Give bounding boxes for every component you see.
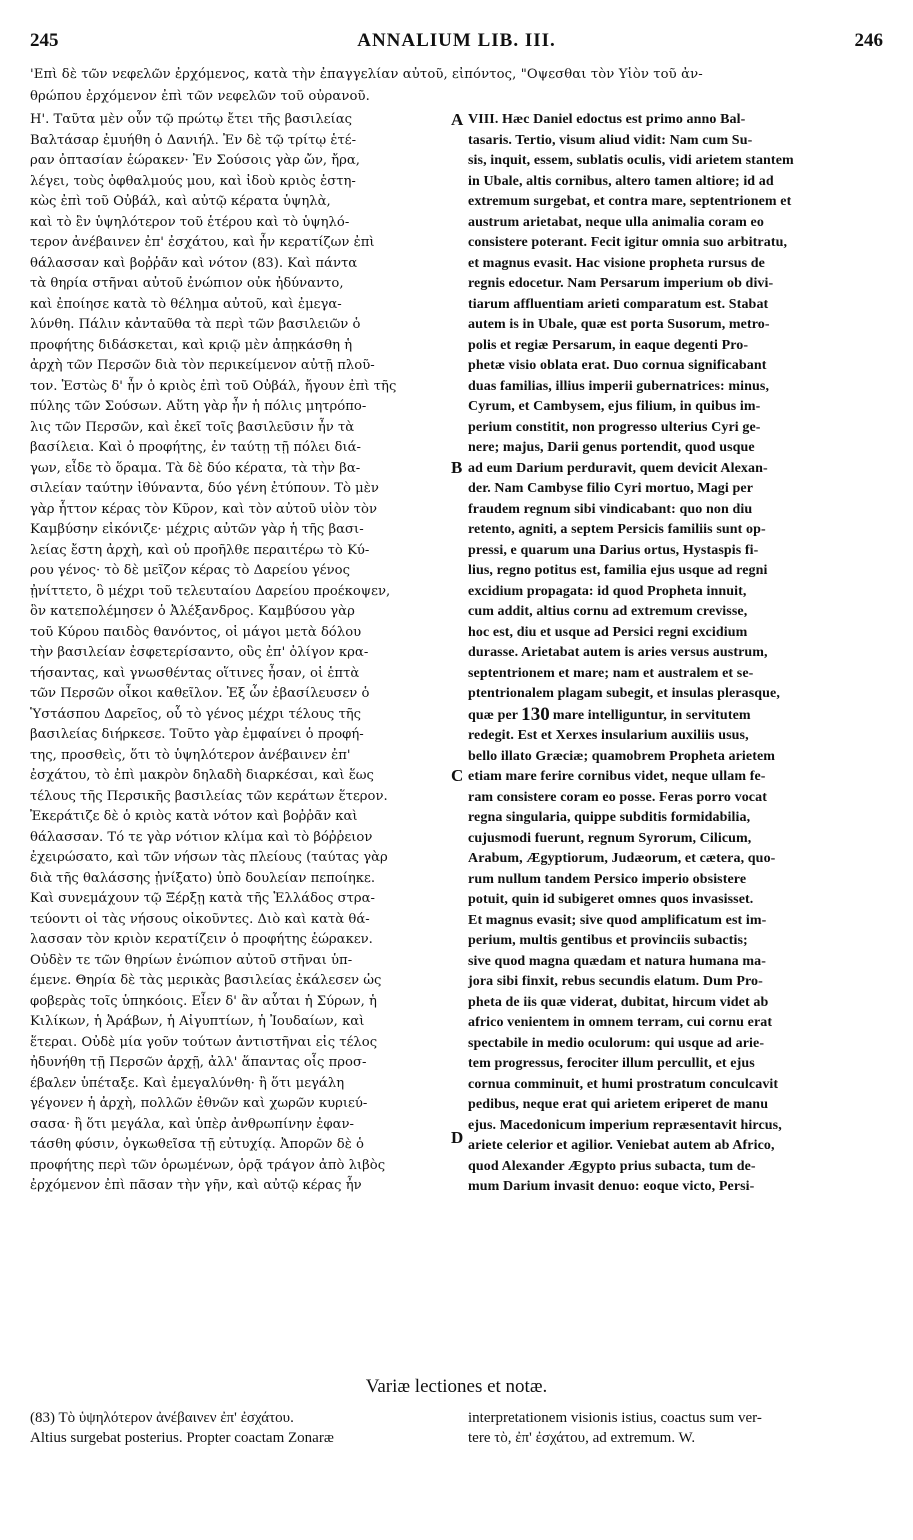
latin-line: retento, agniti, a septem Persicis familiis sunt op- [468, 522, 766, 537]
text-line: θρώπου ἐρχόμενον ἐπὶ τῶν νεφελῶν τοῦ οὐρανοῦ. [30, 89, 370, 104]
latin-line: africo venientem in omnem terram, cui cornu erat [468, 1015, 773, 1030]
latin-line: phetæ visio oblata erat. Duo cornua significabant [468, 358, 767, 373]
latin-line: rum nullum tandem Persico imperio obsistere [468, 871, 747, 887]
latin-line: ad eum Darium perduravit, quem devicit Alexan- [468, 460, 768, 476]
latin-line: septentrionem et mare; nam et australem et se- [468, 665, 754, 681]
greek-line: προφήτης περὶ τῶν ὁρωμένων, ὁρᾷ τράγον ἀπὸ λιβὸς [30, 1157, 386, 1173]
latin-line: Et magnus evasit; sive quod amplificatum est im- [468, 912, 767, 928]
latin-line: perium constitit, non progresso ulterius Cyri ge- [468, 419, 761, 435]
latin-line: spectabile in medio oculorum: qui usque ad arie- [468, 1035, 765, 1051]
latin-line: regnis edocetur. Nam Persarum imperium ob divi- [468, 276, 774, 291]
greek-line: έβαλεν ὑπέταξε. Καὶ ἐμεγαλύνθη· ἢ ὅτι μεγάλη [30, 1075, 345, 1091]
latin-line: bello illato Græciæ; quamobrem Propheta arietem [468, 748, 776, 764]
greek-line: της, προσθεὶς, ὅτι τὸ ὑψηλότερον ἀνέβαινεν ἐπ' [30, 747, 351, 763]
latin-line [468, 705, 884, 727]
latin-line: sive quod magna quædam et natura humana ma- [468, 953, 766, 969]
greek-line: ρου γένος· τὸ δὲ μεῖζον κέρας τὸ Δαρείου γένος [30, 563, 350, 578]
latin-line: tiarum affluentiam arieti comparatum est. Stabat [468, 296, 769, 312]
greek-line: κὼς ἐπὶ τοῦ Οὐβάλ, καὶ αὐτῷ κέρατα ὑψηλὰ, [30, 194, 331, 209]
greek-line: Ἐκεράτιζε δὲ ὁ κριὸς κατὰ νότον καὶ βοῤῥᾶν καὶ [30, 809, 358, 824]
running-header [30, 30, 883, 60]
greek-line: Καὶ συνεμάχουν τῷ Ξέρξῃ κατὰ τῆς Ἑλλάδος στρα- [30, 891, 375, 906]
latin-line: sis, inquit, essem, sublatis oculis, vidi arietem stantem [468, 153, 794, 168]
greek-line: τον. Ἑστὼς δ' ἦν ὁ κριὸς ἐπὶ τοῦ Οὐβάλ, ἤγουν ἐπὶ τῆς [30, 378, 397, 394]
greek-line: καὶ ἐποίησε κατὰ τὸ θέλημα αὐτοῦ, καὶ ἐμεγα- [30, 296, 342, 312]
greek-line: τήσαντας, καὶ γνωσθέντας οἵτινες ἦσαν, οἱ ἑπτὰ [30, 665, 360, 681]
latin-line: autem is in Ubale, quæ est porta Susorum, metro- [468, 317, 770, 332]
top-greek-text [30, 64, 882, 108]
note-line: Altius surgebat posterius. Propter coactam Zonaræ [30, 1430, 334, 1446]
greek-line: λασσαν τὸν κριὸν κερατίζειν ὁ προφήτης ἑώρακεν. [30, 932, 373, 947]
latin-line: Arabum, Ægyptiorum, Judæorum, et cætera, quo- [468, 851, 776, 866]
latin-line: polis et regiæ Persarum, in eaque degenti Pro- [468, 337, 749, 353]
latin-line-segment: mare intelliguntur, in servitutem [552, 707, 751, 723]
notes-title: Variæ lectiones et notæ. [365, 1376, 548, 1397]
latin-line: etiam mare ferire cornibus videt, neque ullam fe- [468, 769, 766, 784]
greek-line: λύνθη. Πάλιν κἀνταῦθα τὰ περὶ τῶν βασιλειῶν ὁ [30, 317, 361, 332]
latin-line: fraudem regnum sibi vindicabant: quo non diu [468, 501, 753, 517]
latin-line: redegit. Est et Xerxes insularium auxiliis usus, [468, 728, 749, 743]
notes-left-column [30, 1408, 445, 1448]
latin-line: ejus. Macedonicum imperium repræsentavit hircus, [468, 1117, 782, 1133]
greek-line: έμενε. Θηρία δὲ τὰς μερικὰς βασιλείας ἐκάλεσεν ὡς [30, 973, 382, 988]
latin-line: cum addit, altius cornu ad extremum crevisse, [468, 604, 748, 619]
greek-line: τοῦ Κύρου παιδὸς θανόντος, οἱ μάγοι μετὰ δόλου [30, 624, 362, 640]
greek-line: σιλείαν ταύτην ἰθύναντα, δύο γένη ἐτύπουν. Τὸ μὲν [30, 481, 379, 496]
latin-line: regna singularia, quippe subditis formidabilia, [468, 810, 751, 825]
latin-line: ariete celerior et agilior. Veniebat autem ab Africo, [468, 1138, 775, 1153]
greek-line: ἠδυνήθη τῇ Περσῶν ἀρχῇ, ἀλλ' ἅπαντας οἷς προσ- [30, 1055, 367, 1070]
greek-line: γέγονεν ἡ ἀρχὴ, πολλῶν ἐθνῶν καὶ χωρῶν κυριεύ- [30, 1096, 368, 1111]
latin-line-segment: quæ per [468, 707, 519, 723]
greek-line: διὰ τῆς θαλάσσης ᾐνίξατο) ὑπὸ δουλείαν πεποίηκε. [30, 870, 376, 886]
latin-line: pressi, e quarum una Darius ortus, Hystaspis fi- [468, 542, 759, 558]
greek-line: τάσθη φύσιν, ὀγκωθεῖσα τῇ εὐτυχίᾳ. Ἀπορῶν δὲ ὁ [30, 1137, 364, 1152]
latin-line: tem progressus, ferociter illum percullit, et ejus [468, 1056, 755, 1071]
greek-line: βασιλείας διήρκεσε. Τοῦτο γὰρ ἐμφαίνει ὁ προφή- [30, 727, 364, 742]
greek-line: ραν ὀπτασίαν ἑώρακεν· Ἐν Σούσοις γὰρ ὤν, ἤρα, [30, 153, 360, 168]
greek-line: Βαλτάσαρ ἐμυήθη ὁ Δανιήλ. Ἐν δὲ τῷ τρίτῳ ἑτέ- [30, 132, 357, 148]
latin-line: et magnus evasit. Hac visione propheta rursus de [468, 255, 765, 271]
greek-line: ἐρχόμενον ἐπὶ πᾶσαν τὴν γῆν, καὶ αὐτῷ κέρας ἦν [30, 1178, 362, 1193]
latin-line: pheta de iis quæ viderat, dubitat, hircum videt ab [468, 994, 769, 1010]
note-line: interpretationem visionis istius, coactus sum ver- [468, 1410, 762, 1426]
greek-line: ᾐνίττετο, ὃ μέχρι τοῦ τελευταίου Δαρείου προέκοψεν, [30, 583, 391, 599]
latin-line: mum Darium invasit denuo: eoque victo, Persi- [468, 1179, 755, 1194]
greek-line: ἐσχάτου, τὸ ἐπὶ μακρὸν δηλαδὴ διαρκέσαι, καὶ ἕως [30, 768, 374, 783]
greek-line: ἐχειρώσατο, καὶ τῶν νήσων τὰς πλείους (ταύτας γὰρ [30, 850, 388, 865]
greek-line: καὶ τὸ ἓν ὑψηλότερον τοῦ ἑτέρου καὶ τὸ ὑψηλό- [30, 214, 350, 230]
greek-line: λείας ἔστη ἀρχὴ, καὶ οὐ προῆλθε περαιτέρω τὸ Κύ- [30, 542, 370, 558]
greek-line: φοβερὰς τοῖς ὑπηκόοις. Εἶεν δ' ἂν αὗται ἡ Σύρων, ἡ [30, 993, 377, 1009]
latin-line: pedibus, neque erat qui arietem eriperet de manu [468, 1097, 769, 1112]
latin-line: perium, multis gentibus et provinciis subactis; [468, 933, 748, 948]
greek-line: πύλης τῶν Σούσων. Αὕτη γὰρ ἦν ἡ πόλις μητρόπο- [30, 399, 367, 414]
greek-line: ἕτεραι. Οὐδὲ μία γοῦν τούτων ἀντιστῆναι εἰς τέλος [30, 1034, 378, 1050]
greek-line: γὰρ ἧττον κέρας τὸν Κῦρον, καὶ τὸν αὐτοῦ υἱὸν τὸν [30, 501, 377, 517]
margin-letter-d: D [451, 1128, 464, 1147]
latin-line: excidium propagata: id quod Propheta innuit, [468, 583, 747, 599]
greek-line: προφήτης διδάσκεται, καὶ κριῷ μὲν ἀπῃκάσθη ἡ [30, 337, 353, 353]
margin-letter-a: A [451, 110, 464, 129]
latin-column [468, 110, 884, 1198]
greek-line: θάλασσαν. Τό τε γὰρ νότιον κλίμα καὶ τὸ βόῤῥειον [30, 829, 373, 845]
latin-line: jora sibi finxit, rebus secundis elatum. Dum Pro- [468, 974, 763, 989]
greek-line: ἀρχὴ τῶν Περσῶν διὰ τὸν περικείμενον αὐτῇ πλοῦ- [30, 358, 375, 373]
latin-line: potuit, quin id subigeret omnes quos invasisset. [468, 892, 754, 907]
latin-line: lius, regno potitus est, familia ejus usque ad regni [468, 563, 768, 578]
greek-line: γων, εἶδε τὸ ὅραμα. Τὰ δὲ δύο κέρατα, τὰ τὴν βα- [30, 460, 361, 476]
greek-line: Οὐδὲν τε τῶν θηρίων ἐνώπιον αὐτοῦ στῆναι ὑπ- [30, 952, 353, 968]
greek-line: ὃν κατεπολέμησεν ὁ Ἀλέξανδρος. Καμβύσου γὰρ [30, 604, 355, 619]
greek-line: Καμβύσην εἰκόνιζε· μέχρις αὐτῶν γὰρ ἡ τῆς βασι- [30, 522, 364, 537]
greek-column [30, 110, 448, 1197]
running-title: ANNALIUM LIB. III. [357, 30, 556, 51]
margin-letter-b: B [451, 458, 463, 477]
latin-line: cujusmodi fuerunt, regnum Syrorum, Cilicum, [468, 830, 752, 846]
latin-line: duas familias, illius imperii gubernatrices: minus, [468, 378, 770, 394]
greek-line: τεύοντι οἱ τὰς νήσους οἰκοῦντες. Διὸ καὶ κατὰ θά- [30, 911, 370, 927]
latin-line: tasaris. Tertio, visum aliud vidit: Nam cum Su- [468, 132, 753, 148]
greek-line: τῶν Περσῶν οἶκοι καθεῖλον. Ἐξ ὧν ἐβασίλευσεν ὁ [30, 686, 370, 701]
latin-line: cornua comminuit, et humi prostratum conculcavit [468, 1076, 779, 1092]
greek-line: λις τῶν Περσῶν, καὶ ἐκεῖ τοῖς βασιλεῦσιν ἦν τὰ [30, 419, 355, 435]
latin-line: Cyrum, et Cambysem, ejus filium, in quibus im- [468, 399, 761, 414]
greek-line: λέγει, τοὺς ὀφθαλμούς μου, καὶ ἰδοὺ κριὸς ἑστη- [30, 173, 356, 189]
margin-letter-c: C [451, 766, 464, 785]
latin-line: hoc est, diu et usque ad Persici regni excidium [468, 624, 748, 640]
greek-line: Ὑστάσπου Δαρεῖος, οὗ τὸ γένος μέχρι τέλους τῆς [30, 706, 362, 722]
page-number-left: 245 [30, 30, 59, 51]
latin-line: consistere poterant. Fecit igitur omnia suo arbitratu, [468, 235, 788, 250]
latin-line: VIII. Hæc Daniel edoctus est primo anno Bal- [468, 112, 746, 127]
greek-line: σασα· ἢ ὅτι μεγάλα, καὶ ὑπὲρ ἀνθρωπίνην ἐφαν- [30, 1116, 354, 1132]
column-number: 130 [521, 703, 550, 725]
note-line: tere τὸ, ἐπ' ἐσχάτου, ad extremum. W. [468, 1430, 696, 1446]
page-number-right: 246 [854, 30, 883, 51]
latin-line: ptentrionalem plagam subegit, et insulas plerasque, [468, 686, 780, 701]
greek-line: τὴν βασιλείαν ἐσφετερίσαντο, οὓς ἐπ' ὀλίγον κρα- [30, 645, 369, 660]
greek-line: Η'. Ταῦτα μὲν οὖν τῷ πρώτῳ ἔτει τῆς βασιλείας [30, 112, 352, 127]
text-line: 'Επὶ δὲ τῶν νεφελῶν ἐρχόμενος, κατὰ τὴν ἐπαγγελίαν αὐτοῦ, εἰπόντος, "Οψεσθαι τὸν Υἱὸν τοῦ ἀν- [30, 67, 703, 82]
greek-line: Κιλίκων, ἡ Ἀράβων, ἡ Αἰγυπτίων, ἡ Ἰουδαίων, καὶ [30, 1014, 365, 1029]
greek-line: τέλους τῆς Περσικῆς βασιλείας τῶν κεράτων ἕτερον. [30, 788, 388, 804]
greek-line: βασίλεια. Καὶ ὁ προφήτης, ἐν ταύτῃ τῇ πόλει διά- [30, 440, 361, 455]
note-line: (83) Τὸ ὑψηλότερον ἀνέβαινεν ἐπ' ἐσχάτου. [30, 1410, 294, 1426]
latin-line: durasse. Arietabat autem is aries versus austrum, [468, 645, 768, 660]
latin-line: der. Nam Cambyse filio Cyri mortuo, Magi per [468, 481, 754, 496]
greek-line: τὰ θηρία στῆναι αὐτοῦ ἐνώπιον οὐκ ἠδύναντο, [30, 276, 344, 291]
greek-line: τερον ἀνέβαινεν ἐπ' ἐσχάτου, καὶ ἦν κερατίζων ἐπὶ [30, 235, 375, 250]
latin-line: nere; majus, Darii genus portendit, quod usque [468, 440, 755, 455]
latin-line: extremum surgebat, et contra mare, septentrionem et [468, 194, 792, 209]
greek-line: θάλασσαν καὶ βοῤῥᾶν καὶ νότον (83). Καὶ πάντα [30, 255, 358, 271]
latin-line: quod Alexander Ægypto prius subacta, tum de- [468, 1158, 756, 1174]
latin-line: austrum arietabat, neque ulla animalia coram eo [468, 214, 764, 230]
latin-line: in Ubale, altis cornibus, altero tamen altiore; id ad [468, 173, 774, 189]
latin-line: ram consistere coram eo posse. Feras porro vocat [468, 789, 767, 805]
notes-right-column [468, 1408, 884, 1448]
